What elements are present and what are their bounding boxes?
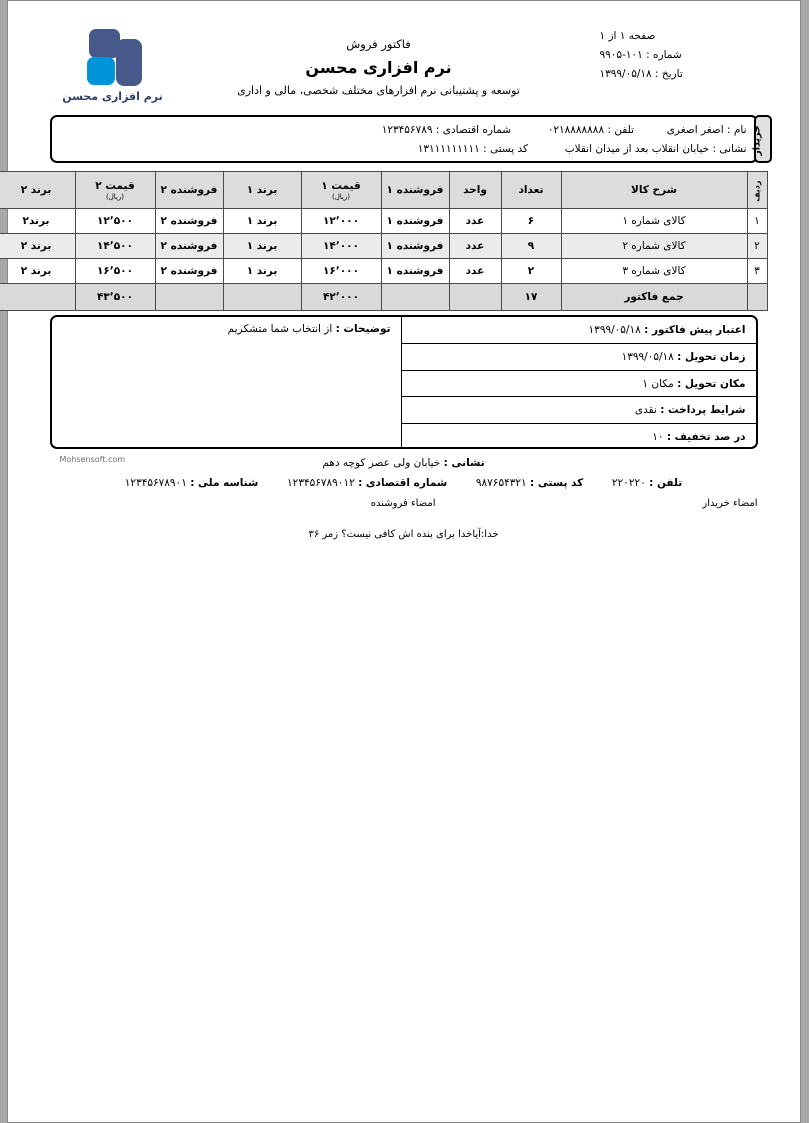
signature-buyer: امضاء خریدار [703,498,759,509]
seller-phone-value: ۲۲۰۲۲۰ [612,477,647,489]
cell-seller-2: فروشنده ۲ [156,259,224,284]
th-brand-1: برند ۱ [224,172,302,209]
table-row [0,259,768,284]
cell-brand-2: برند۲ [0,209,76,234]
term-discount [403,424,757,451]
items-table-wrapper [21,171,769,311]
buyer-economic-label: شماره اقتصادی : [436,124,512,136]
cell-radif: ۳ [748,259,768,284]
total-radif-blank [748,284,768,311]
cell-price-1: ۱۴٬۰۰۰ [302,234,382,259]
term-discount-value: ۱۰ [653,431,665,444]
cell-quantity: ۲ [502,259,562,284]
th-price-2 [76,172,156,209]
footer-quote: خدا:آیاخدا برای بنده اش کافی نیست؟ زمر ۳۶ [309,529,500,540]
cell-quantity: ۶ [502,209,562,234]
buyer-address-label: نشانی : [713,143,748,155]
cell-price-2: ۱۲٬۵۰۰ [76,209,156,234]
items-table-body [0,209,768,311]
cell-brand-2: برند ۲ [0,234,76,259]
table-row [0,234,768,259]
items-table [0,171,769,311]
notes-block [53,317,402,335]
seller-postal-value: ۹۸۷۶۵۴۳۲۱ [476,477,528,489]
header-center-block [169,37,591,97]
total-unit-blank [450,284,502,311]
th-price-2-unit: (ریال) [106,192,125,201]
th-price-1 [302,172,382,209]
th-radif [748,172,768,209]
seller-footer [51,457,759,489]
total-quantity: ۱۷ [502,284,562,311]
th-description: شرح کالا [562,172,748,209]
term-delivery-time-label: زمان تحویل : [678,350,747,363]
total-label: جمع فاکتور [562,284,748,311]
th-price-2-label: قیمت ۲ [96,179,136,192]
logo-mark-icon [73,27,155,89]
buyer-phone-label: تلفن : [608,124,636,136]
term-payment-value: نقدی [635,404,658,417]
logo-square-top-left [90,29,121,58]
terms-column [402,317,757,447]
cell-brand-2: برند ۲ [0,259,76,284]
term-payment-label: شرایط پرداخت : [661,404,747,417]
signature-seller: امضاء فروشنده [371,498,437,509]
logo-text: نرم افزاری محسن [63,90,164,103]
buyer-name-value: اصغر اصغری [667,124,725,136]
cell-unit: عدد [450,234,502,259]
company-name: نرم افزاری محسن [306,58,453,77]
term-payment [403,397,757,424]
cell-brand-1: برند ۱ [224,259,302,284]
table-row [0,209,768,234]
cell-seller-2: فروشنده ۲ [156,209,224,234]
invoice-number: شماره : ۱۰۱-۹۹۰۵ [600,49,683,61]
cell-seller-1: فروشنده ۱ [382,234,450,259]
buyer-phone-value: ۰۲۱۸۸۸۸۸۸۸ [548,124,606,136]
cell-description: کالای شماره ۲ [562,234,748,259]
notes-value: از انتخاب شما متشکریم [228,323,334,335]
term-discount-label: در صد تخفیف : [667,431,747,444]
notes-column [53,317,402,447]
cell-price-2: ۱۶٬۵۰۰ [76,259,156,284]
buyer-economic-value: ۱۲۳۴۵۶۷۸۹ [382,124,434,136]
buyer-postal-value: ۱۳۱۱۱۱۱۱۱۱۱ [418,143,481,155]
th-brand-2: برند ۲ [0,172,76,209]
term-delivery-place [403,371,757,398]
seller-postal-label: کد پستی : [531,477,585,489]
buyer-name-label: نام : [728,124,748,136]
seller-economic-value: ۱۲۳۴۵۶۷۸۹۰۱۲ [288,477,356,489]
total-seller1-blank [382,284,450,311]
notes-label: توضیحات : [336,323,392,335]
cell-price-1: ۱۲٬۰۰۰ [302,209,382,234]
software-watermark: Mohsensoft.com [60,455,127,464]
cell-radif: ۲ [748,234,768,259]
total-brand1-blank [224,284,302,311]
term-validity [403,317,757,344]
total-price-1: ۴۲٬۰۰۰ [302,284,382,311]
logo-square-right [117,39,143,86]
buyer-tab-label: خریدار [752,125,763,156]
document-type: فاکتور فروش [347,37,412,51]
th-price-1-label: قیمت ۱ [322,179,362,192]
th-seller-2: فروشنده ۲ [156,172,224,209]
term-delivery-time-value: ۱۳۹۹/۰۵/۱۸ [622,350,675,363]
term-delivery-time [403,344,757,371]
logo-square-cyan [88,57,116,85]
th-quantity: تعداد [502,172,562,209]
cell-price-1: ۱۶٬۰۰۰ [302,259,382,284]
th-seller-1: فروشنده ۱ [382,172,450,209]
buyer-row-primary [62,124,748,136]
header-meta-block [601,27,771,84]
seller-phone-label: تلفن : [650,477,684,489]
cell-radif: ۱ [748,209,768,234]
cell-description: کالای شماره ۱ [562,209,748,234]
cell-unit: عدد [450,259,502,284]
cell-unit: عدد [450,209,502,234]
term-validity-label: اعتبار پیش فاکتور : [645,324,747,336]
buyer-address-value: خیابان انقلاب بعد از میدان انقلاب [565,143,711,155]
buyer-row-address [62,143,748,155]
seller-national-label: شناسه ملی : [191,477,260,489]
term-validity-value: ۱۳۹۹/۰۵/۱۸ [589,324,642,336]
cell-brand-1: برند ۱ [224,234,302,259]
signature-row [51,498,759,514]
total-price-2: ۴۳٬۵۰۰ [76,284,156,311]
seller-economic-label: شماره اقتصادی : [359,477,449,489]
total-brand2-blank [0,284,76,311]
seller-contact-line [51,477,759,489]
company-logo [59,27,169,113]
cell-seller-1: فروشنده ۱ [382,209,450,234]
cell-seller-2: فروشنده ۲ [156,234,224,259]
total-seller2-blank [156,284,224,311]
seller-address-line [51,457,759,469]
term-delivery-place-value: مکان ۱ [643,377,675,390]
buyer-info-box [51,115,763,163]
seller-address-value: خیابان ولی عصر کوچه دهم [323,457,442,469]
seller-address-label: نشانی : [444,457,486,469]
cell-description: کالای شماره ۳ [562,259,748,284]
table-total-row [0,284,768,311]
cell-seller-1: فروشنده ۱ [382,259,450,284]
seller-national-value: ۱۲۳۴۵۶۷۸۹۰۱ [125,477,188,489]
cell-brand-1: برند ۱ [224,209,302,234]
page-indicator: صفحه ۱ از ۱ [600,30,657,42]
th-unit: واحد [450,172,502,209]
term-delivery-place-label: مکان تحویل : [678,377,747,390]
document-header [39,27,771,113]
company-tagline: توسعه و پشتیبانی نرم افزارهای مختلف شخصی، مالی و اداری [238,84,521,97]
buyer-postal-label: کد پستی : [484,143,530,155]
cell-price-2: ۱۴٬۵۰۰ [76,234,156,259]
invoice-page [8,0,802,1123]
th-price-1-unit: (ریال) [332,192,351,201]
cell-quantity: ۹ [502,234,562,259]
th-radif-label: ردیف [753,180,762,202]
table-header-row [0,172,768,209]
buyer-side-tab [752,115,773,163]
invoice-date: تاریخ : ۱۳۹۹/۰۵/۱۸ [600,68,684,80]
